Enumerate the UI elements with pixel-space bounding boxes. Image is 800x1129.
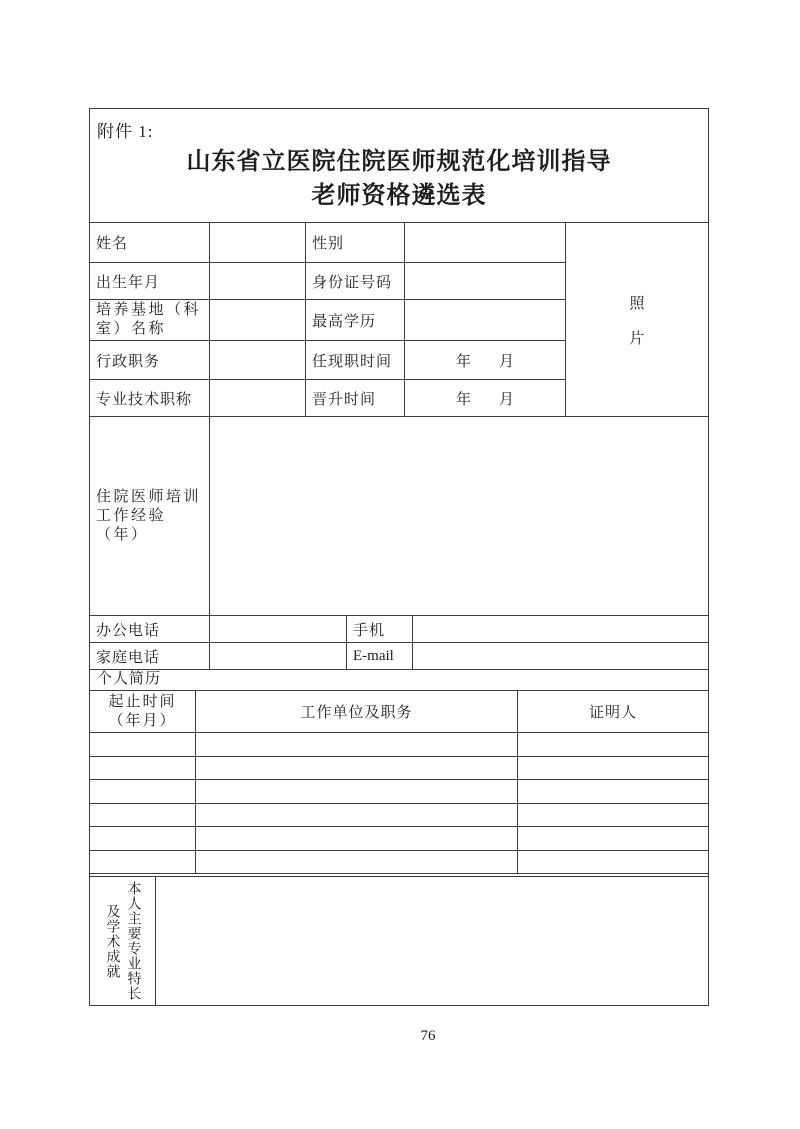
office-phone-value-cell <box>210 616 347 643</box>
work-history-table <box>90 691 708 874</box>
work-row-period-cell <box>90 851 196 875</box>
mobile-value-cell <box>413 616 708 643</box>
id-number-value-cell <box>405 263 566 300</box>
form-outer-border <box>89 108 709 1006</box>
work-row-witness-cell <box>518 733 708 757</box>
period-column-header <box>90 691 196 733</box>
admin-position-label: 行政职务 <box>90 341 210 380</box>
photo-label-char1: 照 <box>629 295 645 312</box>
work-row-employer-cell <box>196 804 518 828</box>
email-value-cell <box>413 643 708 669</box>
basic-info-table <box>90 223 708 417</box>
promotion-time-label: 晋升时间 <box>306 380 405 416</box>
period-header-line2: （年月） <box>108 712 177 729</box>
achievements-section <box>90 876 708 1005</box>
gender-value-cell <box>405 223 566 263</box>
highest-degree-value-cell <box>405 300 566 341</box>
training-experience-value-cell <box>210 417 708 615</box>
professional-title-label: 专业技术职称 <box>90 380 210 416</box>
gender-label: 性别 <box>306 223 405 263</box>
training-base-label: 培养基地（科室）名称 <box>90 300 210 341</box>
page-number: 76 <box>420 1028 436 1044</box>
name-label: 姓名 <box>90 223 210 263</box>
month-placeholder: 月 <box>499 391 515 408</box>
professional-title-value-cell <box>210 380 306 416</box>
promotion-time-value-cell <box>405 380 566 416</box>
current-post-time-value-cell <box>405 341 566 380</box>
photo-label-char2: 片 <box>629 330 645 347</box>
title-section <box>90 109 708 223</box>
month-placeholder: 月 <box>499 353 515 370</box>
id-number-label: 身份证号码 <box>306 263 405 300</box>
year-placeholder: 年 <box>455 353 471 370</box>
period-header-line1: 起止时间 <box>108 693 177 710</box>
work-row-employer-cell <box>196 780 518 804</box>
form-title-line1: 山东省立医院住院医师规范化培训指导 <box>186 148 612 175</box>
witness-column-header: 证明人 <box>518 691 708 733</box>
name-value-cell <box>210 223 306 263</box>
work-row-employer-cell <box>196 827 518 851</box>
achievements-label-part1: 本人主要专业特长 <box>125 881 141 1001</box>
work-row-witness-cell <box>518 780 708 804</box>
mobile-label: 手机 <box>347 616 413 643</box>
email-label: E-mail <box>347 643 413 669</box>
work-row-witness-cell <box>518 851 708 875</box>
achievements-label-part2: 及学术成就 <box>104 903 120 979</box>
training-experience-row <box>90 417 708 616</box>
work-row-period-cell <box>90 757 196 781</box>
work-row-employer-cell <box>196 733 518 757</box>
achievements-label-cell <box>90 877 156 1005</box>
office-phone-label: 办公电话 <box>90 616 210 643</box>
work-row-period-cell <box>90 827 196 851</box>
contact-table <box>90 616 708 670</box>
resume-section-label: 个人简历 <box>90 670 708 691</box>
attachment-label: 附件 1: <box>97 122 154 141</box>
training-base-value-cell <box>210 300 306 341</box>
birthdate-label: 出生年月 <box>90 263 210 300</box>
work-row-witness-cell <box>518 827 708 851</box>
work-row-witness-cell <box>518 757 708 781</box>
work-row-period-cell <box>90 733 196 757</box>
admin-position-value-cell <box>210 341 306 380</box>
birthdate-value-cell <box>210 263 306 300</box>
achievements-vertical-label <box>102 877 144 1005</box>
work-row-period-cell <box>90 804 196 828</box>
highest-degree-label: 最高学历 <box>306 300 405 341</box>
photo-placeholder-cell <box>566 223 708 416</box>
home-phone-value-cell <box>210 643 347 669</box>
work-row-employer-cell <box>196 757 518 781</box>
current-post-time-label: 任现职时间 <box>306 341 405 380</box>
employer-column-header: 工作单位及职务 <box>196 691 518 733</box>
achievements-content-cell <box>156 877 708 1005</box>
work-row-employer-cell <box>196 851 518 875</box>
work-row-witness-cell <box>518 804 708 828</box>
form-title-line2: 老师资格遴选表 <box>311 182 487 209</box>
training-experience-label: 住院医师培训工作经验（年） <box>90 417 210 615</box>
work-row-period-cell <box>90 780 196 804</box>
home-phone-label: 家庭电话 <box>90 643 210 669</box>
year-placeholder: 年 <box>455 391 471 408</box>
